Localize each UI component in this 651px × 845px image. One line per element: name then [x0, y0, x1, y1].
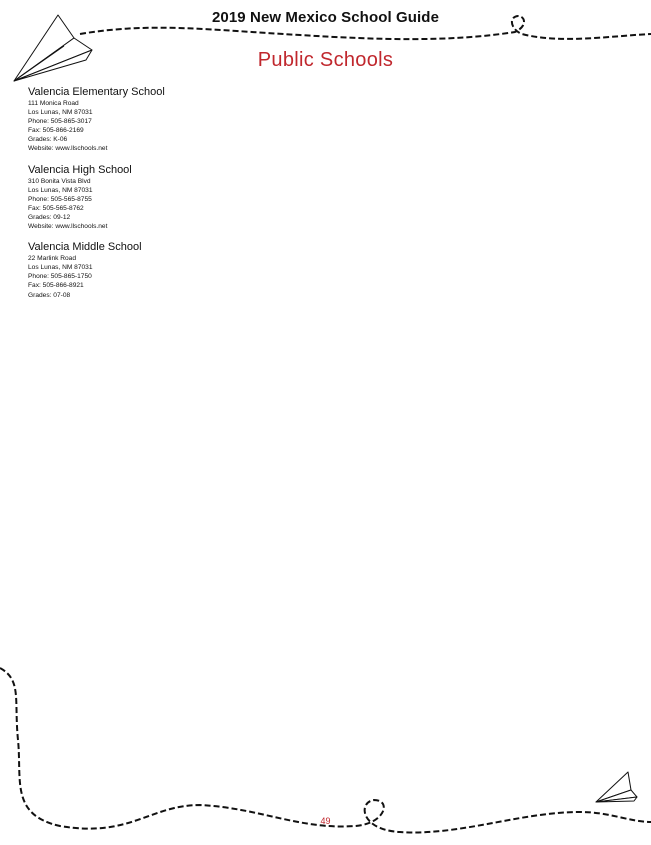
school-name: Valencia High School [28, 163, 132, 176]
school-grades: Grades: 07-08 [28, 291, 71, 299]
school-entry [28, 86, 288, 154]
school-city: Los Lunas, NM 87031 [28, 186, 93, 194]
school-city: Los Lunas, NM 87031 [28, 109, 93, 117]
school-name: Valencia Middle School [28, 241, 142, 254]
school-fax: Fax: 505-866-8921 [28, 282, 84, 290]
school-phone: Phone: 505-865-1750 [28, 273, 92, 281]
school-fax: Fax: 505-866-2169 [28, 127, 84, 135]
school-grades: Grades: 09-12 [28, 213, 71, 221]
school-city: Los Lunas, NM 87031 [28, 264, 93, 272]
school-address: 111 Monica Road [28, 100, 79, 107]
page-number: 49 [320, 816, 331, 826]
school-entry [28, 241, 288, 299]
bottom-flight-path [0, 668, 651, 832]
school-grades: Grades: K-06 [28, 136, 68, 144]
school-entry [28, 164, 288, 232]
school-website: Website: www.llschools.net [28, 223, 108, 231]
guide-title: 2019 New Mexico School Guide [211, 9, 440, 26]
paper-airplane-icon [596, 772, 637, 802]
school-fax: Fax: 505-565-8762 [28, 204, 84, 212]
school-list [28, 86, 288, 310]
school-address: 22 Marlink Road [28, 255, 77, 263]
school-phone: Phone: 505-565-8755 [28, 195, 92, 203]
school-name: Valencia Elementary School [28, 86, 165, 98]
school-phone: Phone: 505-865-3017 [28, 118, 92, 126]
school-address: 310 Bonita Vista Blvd [28, 177, 91, 185]
section-title: Public Schools [257, 49, 394, 71]
school-website: Website: www.llschools.net [28, 145, 108, 153]
